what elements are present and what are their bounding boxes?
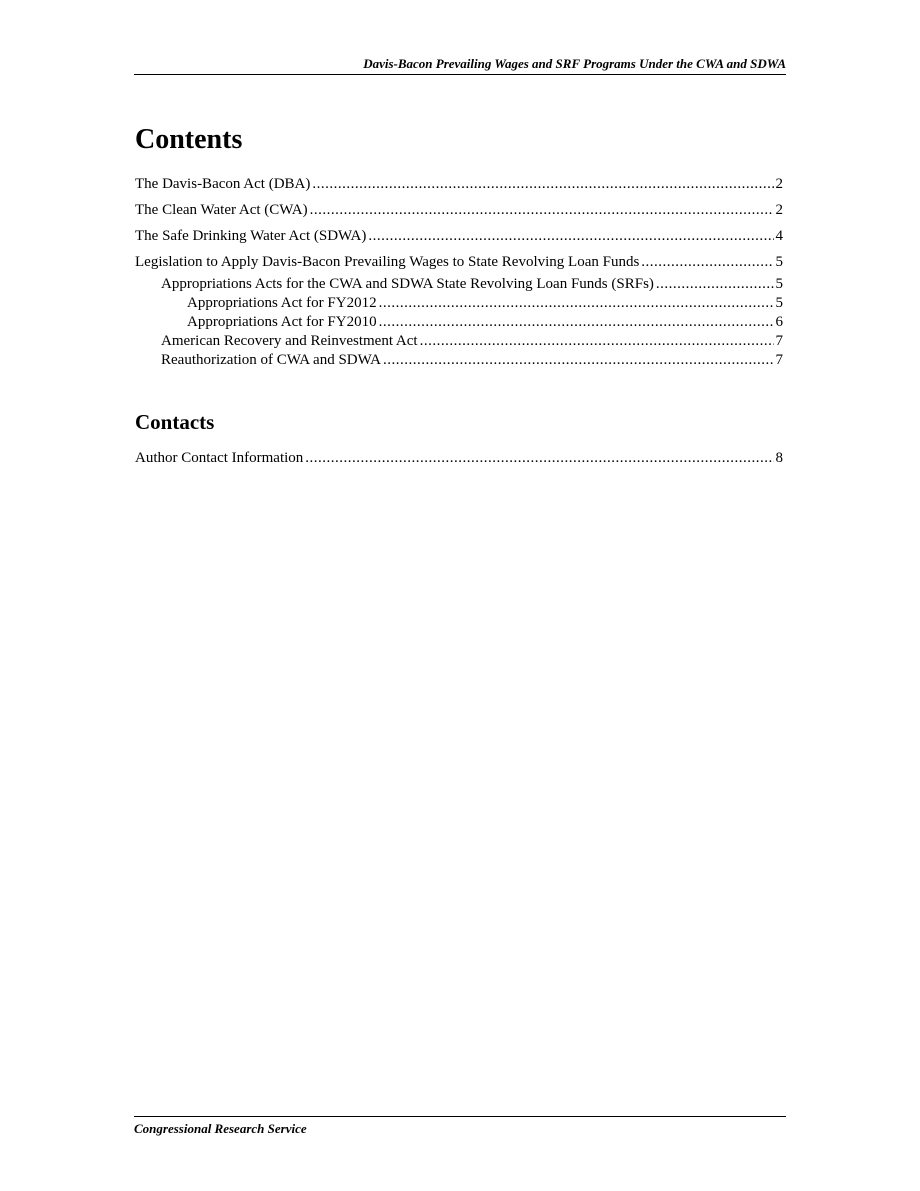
toc-page-number: 4 [775, 228, 783, 244]
toc-entry-davis-bacon-act[interactable] [135, 176, 783, 195]
toc-entry-title: The Clean Water Act (CWA) [135, 202, 308, 218]
toc-dot-leader [379, 295, 774, 312]
toc-page-number: 7 [775, 352, 783, 368]
toc-dot-leader [420, 333, 774, 350]
toc-page-number: 2 [775, 202, 783, 218]
toc-entry-legislation[interactable] [135, 254, 783, 273]
toc-page-number: 6 [775, 314, 783, 330]
toc-page-number: 5 [775, 276, 783, 292]
toc-entry-title: Reauthorization of CWA and SDWA [161, 352, 381, 368]
toc-dot-leader [305, 450, 773, 467]
toc-page-number: 5 [775, 254, 783, 270]
toc-entry-title: Author Contact Information [135, 450, 304, 466]
contacts-heading: Contacts [135, 410, 215, 434]
toc-dot-leader [379, 314, 774, 331]
toc-page-number: 8 [775, 450, 783, 466]
contents-heading: Contents [135, 124, 243, 155]
toc-entry-title: American Recovery and Reinvestment Act [161, 333, 418, 349]
toc-entry-appropriations-acts[interactable] [161, 276, 783, 295]
toc-dot-leader [312, 176, 773, 193]
toc-entry-title: Appropriations Act for FY2010 [187, 314, 377, 330]
toc-dot-leader [383, 352, 774, 369]
toc-entry-title: Appropriations Acts for the CWA and SDWA State Revolving Loan Funds (SRFs) [161, 276, 654, 292]
toc-entry-title: The Safe Drinking Water Act (SDWA) [135, 228, 367, 244]
toc-page-number: 2 [775, 176, 783, 192]
toc-entry-clean-water-act[interactable] [135, 202, 783, 221]
toc-page-number: 7 [775, 333, 783, 349]
toc-entry-author-contact[interactable] [135, 450, 783, 469]
toc-entry-reauthorization[interactable] [161, 352, 783, 371]
toc-dot-leader [310, 202, 774, 219]
toc-entry-title: Appropriations Act for FY2012 [187, 295, 377, 311]
toc-entry-title: The Davis-Bacon Act (DBA) [135, 176, 311, 192]
toc-entry-recovery-act[interactable] [161, 333, 783, 352]
toc-entry-safe-drinking-water-act[interactable] [135, 228, 783, 247]
toc-entry-fy2012[interactable] [187, 295, 783, 314]
running-footer: Congressional Research Service [134, 1116, 786, 1137]
toc-dot-leader [641, 254, 773, 271]
toc-dot-leader [656, 276, 774, 293]
toc-dot-leader [368, 228, 773, 245]
running-header: Davis-Bacon Prevailing Wages and SRF Programs Under the CWA and SDWA [134, 56, 786, 75]
toc-page-number: 5 [775, 295, 783, 311]
toc-entry-fy2010[interactable] [187, 314, 783, 333]
toc-entry-title: Legislation to Apply Davis-Bacon Prevailing Wages to State Revolving Loan Funds [135, 254, 640, 270]
